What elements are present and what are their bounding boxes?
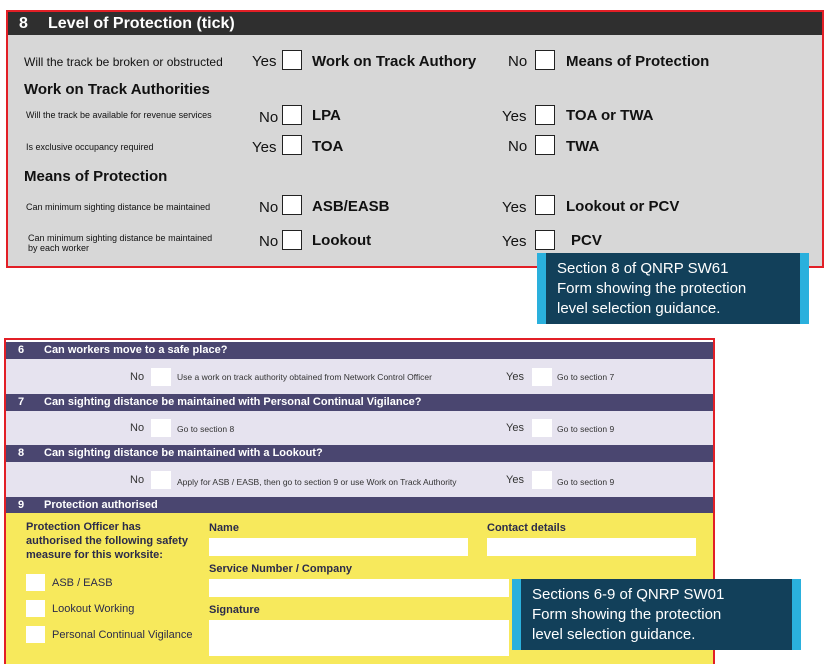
- name-label: Name: [209, 522, 239, 534]
- option-asb-easb: ASB/EASB: [312, 198, 390, 215]
- no-label: No: [130, 474, 145, 486]
- question-revenue-services: Will the track be available for revenue services: [26, 110, 212, 120]
- checkbox-yes[interactable]: [532, 419, 552, 437]
- checkbox-no-means-of-protection[interactable]: [535, 50, 555, 70]
- no-instruction: Use a work on track authority obtained from Network Control Officer: [177, 372, 432, 382]
- checkbox-yes[interactable]: [532, 368, 552, 386]
- callout-sw01: [512, 579, 801, 650]
- po-text-line1: Protection Officer has: [26, 521, 141, 533]
- section-7-row: [6, 411, 713, 445]
- yes-label: Yes: [502, 199, 527, 216]
- checkbox-yes[interactable]: [532, 471, 552, 489]
- section-title: Protection authorised: [44, 499, 158, 511]
- option-lookout-working: Lookout Working: [52, 603, 135, 615]
- signature-label: Signature: [209, 604, 260, 616]
- yes-instruction: Go to section 9: [557, 424, 615, 434]
- checkbox-lookout-working[interactable]: [26, 600, 45, 617]
- contact-details-label: Contact details: [487, 522, 566, 534]
- option-work-on-track-authory: Work on Track Authory: [312, 53, 477, 70]
- checkbox-yes-pcv[interactable]: [535, 230, 555, 250]
- callout-line2: Form showing the protection: [532, 606, 722, 623]
- level-of-protection-form: [6, 10, 824, 268]
- no-label: No: [259, 199, 279, 216]
- section-6-row: [6, 359, 713, 394]
- checkbox-no-asb-easb[interactable]: [282, 195, 302, 215]
- section-number: 6: [18, 344, 25, 356]
- yes-instruction: Go to section 9: [557, 477, 615, 487]
- option-lookout-or-pcv: Lookout or PCV: [566, 198, 680, 215]
- checkbox-asb-easb[interactable]: [26, 574, 45, 591]
- callout-line1: Section 8 of QNRP SW61: [557, 260, 729, 277]
- yes-label: Yes: [506, 422, 524, 434]
- signature-field[interactable]: [209, 620, 509, 656]
- checkbox-no[interactable]: [151, 471, 171, 489]
- question-sighting-each-worker-line2: by each worker: [28, 243, 90, 253]
- yes-label: Yes: [502, 233, 527, 250]
- question-sighting-distance: Can minimum sighting distance be maintained: [26, 202, 211, 212]
- section-header: [8, 12, 822, 35]
- option-toa: TOA: [312, 138, 344, 155]
- name-field[interactable]: [209, 538, 468, 556]
- heading-means-of-protection: Means of Protection: [24, 168, 168, 185]
- option-personal-continual-vigilance: Personal Continual Vigilance: [52, 629, 193, 641]
- option-pcv: PCV: [571, 232, 602, 249]
- no-instruction: Apply for ASB / EASB, then go to section 9 or use Work on Track Authority: [177, 477, 457, 487]
- checkbox-no-twa[interactable]: [535, 135, 555, 155]
- section-7-header: [6, 394, 713, 411]
- checkbox-yes-work-on-track[interactable]: [282, 50, 302, 70]
- callout-line3: level selection guidance.: [532, 626, 696, 643]
- section-number: 8: [19, 15, 28, 32]
- question-exclusive-occupancy: Is exclusive occupancy required: [26, 142, 154, 152]
- section-title: Can sighting distance be maintained with Personal Continual Vigilance?: [44, 396, 422, 408]
- section-6-header: [6, 342, 713, 359]
- no-label: No: [130, 371, 145, 383]
- checkbox-no-lpa[interactable]: [282, 105, 302, 125]
- option-lpa: LPA: [312, 107, 341, 124]
- checkbox-yes-toa-or-twa[interactable]: [535, 105, 555, 125]
- callout-line2: Form showing the protection: [557, 280, 747, 297]
- checkbox-yes-lookout-or-pcv[interactable]: [535, 195, 555, 215]
- heading-work-on-track-authorities: Work on Track Authorities: [24, 81, 210, 98]
- checkbox-yes-toa[interactable]: [282, 135, 302, 155]
- no-label: No: [130, 422, 145, 434]
- no-label: No: [259, 109, 279, 126]
- section-9-header: [6, 497, 713, 514]
- section-number: 9: [18, 499, 25, 511]
- question-track-broken: Will the track be broken or obstructed: [24, 55, 223, 69]
- no-label: No: [508, 138, 528, 155]
- yes-instruction: Go to section 7: [557, 372, 615, 382]
- option-twa: TWA: [566, 138, 600, 155]
- section-8-row: [6, 462, 713, 497]
- question-sighting-each-worker-line1: Can minimum sighting distance be maintained: [28, 233, 213, 243]
- checkbox-personal-continual-vigilance[interactable]: [26, 626, 45, 643]
- section-8-header: [6, 445, 713, 462]
- yes-label: Yes: [502, 108, 527, 125]
- checkbox-no[interactable]: [151, 368, 171, 386]
- section-title: Level of Protection (tick): [48, 15, 235, 32]
- section-title: Can workers move to a safe place?: [44, 344, 228, 356]
- service-number-field[interactable]: [209, 579, 509, 597]
- no-instruction: Go to section 8: [177, 424, 235, 434]
- option-toa-or-twa: TOA or TWA: [566, 107, 654, 124]
- section-number: 7: [18, 396, 25, 408]
- checkbox-no-lookout[interactable]: [282, 230, 302, 250]
- contact-details-field[interactable]: [487, 538, 696, 556]
- option-asb-easb: ASB / EASB: [52, 577, 113, 589]
- callout-line3: level selection guidance.: [557, 300, 721, 317]
- callout-accent-left: [537, 253, 546, 324]
- callout-sw61: [537, 253, 809, 324]
- po-text-line2: authorised the following safety: [26, 535, 188, 547]
- yes-label: Yes: [252, 139, 277, 156]
- no-label: No: [259, 233, 279, 250]
- checkbox-no[interactable]: [151, 419, 171, 437]
- callout-line1: Sections 6-9 of QNRP SW01: [532, 586, 725, 603]
- callout-accent-left: [512, 579, 521, 650]
- yes-label: Yes: [506, 474, 524, 486]
- yes-label: Yes: [506, 371, 524, 383]
- section-number: 8: [18, 447, 25, 459]
- section-title: Can sighting distance be maintained with a Lookout?: [44, 447, 323, 459]
- option-lookout: Lookout: [312, 232, 372, 249]
- option-means-of-protection: Means of Protection: [566, 53, 710, 70]
- po-text-line3: measure for this worksite:: [26, 549, 163, 561]
- service-number-label: Service Number / Company: [209, 563, 353, 575]
- yes-label: Yes: [252, 53, 277, 70]
- no-label: No: [508, 53, 528, 70]
